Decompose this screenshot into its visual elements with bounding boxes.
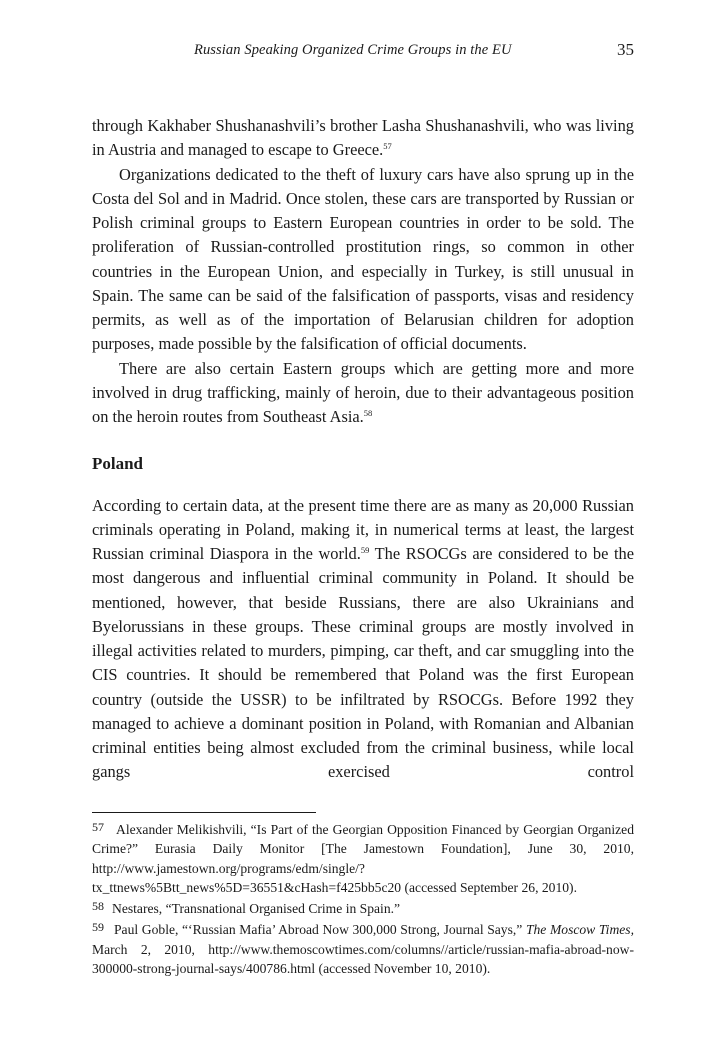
footnotes [92,818,634,978]
paragraph-text: through Kakhaber Shushanashvili’s brother Lasha Shushanashvili, who was living in Austria and managed to escape to Greece. [92,116,634,160]
paragraph-text: According to certain data, at the present time there are as many as 20,000 Russian criminals operating in Poland, making it, in numerical terms at least, the largest Russian criminal Diaspora in the world. [92,495,634,563]
paragraph-continuation [92,114,634,163]
footnote-text: March 2, 2010, http://www.themoscowtimes.com/columns//article/russian-mafia-abroad-now-300000-strong-journal-says/400786.html (accessed November 10, 2010). [92,941,634,977]
footnote-italic-title: The Moscow Times, [525,922,634,938]
footnote-text: Nestares, “Transnational Organised Crime in Spain.” [112,901,401,917]
running-title: Russian Speaking Organized Crime Groups in the EU [194,42,512,58]
footnote-reference: 58 [363,408,373,418]
paragraph-text: There are also certain Eastern groups which are getting more and more involved in drug trafficking, mainly of heroin, due to their advantageous position on the heroin routes from Southeast Asia. [92,358,634,426]
footnote-text: Paul Goble, “‘Russian Mafia’ Abroad Now 300,000 Strong, Journal Says,” [114,922,526,938]
footnote-reference: 57 [383,141,392,152]
paragraph-drug-trafficking [92,357,634,430]
footnote-reference: 59 [360,545,370,555]
running-header [92,42,634,66]
paragraph-luxury-cars: Organizations dedicated to the theft of luxury cars have also sprung up in the Costa del Sol and in Madrid. Once stolen, these cars are transported by Russian or Polish criminal groups to Eastern European countries in order to be sold. The proliferation of Russian-controlled prostitution rings, so common in other countries in the European Union, and especially in Turkey, is still unusual in Spain. The same can be said of the falsification of passports, visas and residency permits, as well as of the importation of Belarusian children for adoption purposes, made possible by the falsification of official documents. [92,164,634,354]
footnote-number: 58 [92,899,104,914]
paragraph-text: The RSOCGs are considered to be the most dangerous and influential criminal community in Poland. It should be mentioned, however, that beside Russians, there are also Ukrainians and Byelorussians in these groups. These criminal groups are mostly involved in illegal activities related to murders, pimping, car theft, and car smuggling into the CIS countries. It should be remembered that Poland was the first European country (outside the USSR) to be infiltrated by RSOCGs. Before 1992 they managed to achieve a dominant position in Poland, with Romanian and Albanian criminal entities being almost excluded from the criminal business, while local gangs exercised control [92,544,634,782]
footnote-59 [92,918,634,978]
footnote-number: 59 [92,920,104,935]
footnote-divider [92,812,316,813]
section-heading-poland: Poland [92,454,144,474]
page-number: 35 [617,40,634,59]
footnote-58 [92,897,634,918]
footnote-number: 57 [92,820,104,834]
body-text [92,114,634,785]
footnote-text: Alexander Melikishvili, “Is Part of the Georgian Opposition Financed by Georgian Organized Crime?” Eurasia Daily Monitor [The Jamestown Foundation], June 30, 2010, http://www.jamestown.org/programs/edm/single/?tx_ttnews%5Btt_news%5D=36551&cHash=f425bb5c20 (accessed September 26, 2010). [92,822,634,895]
paragraph-poland [92,494,634,785]
footnote-57 [92,818,634,897]
